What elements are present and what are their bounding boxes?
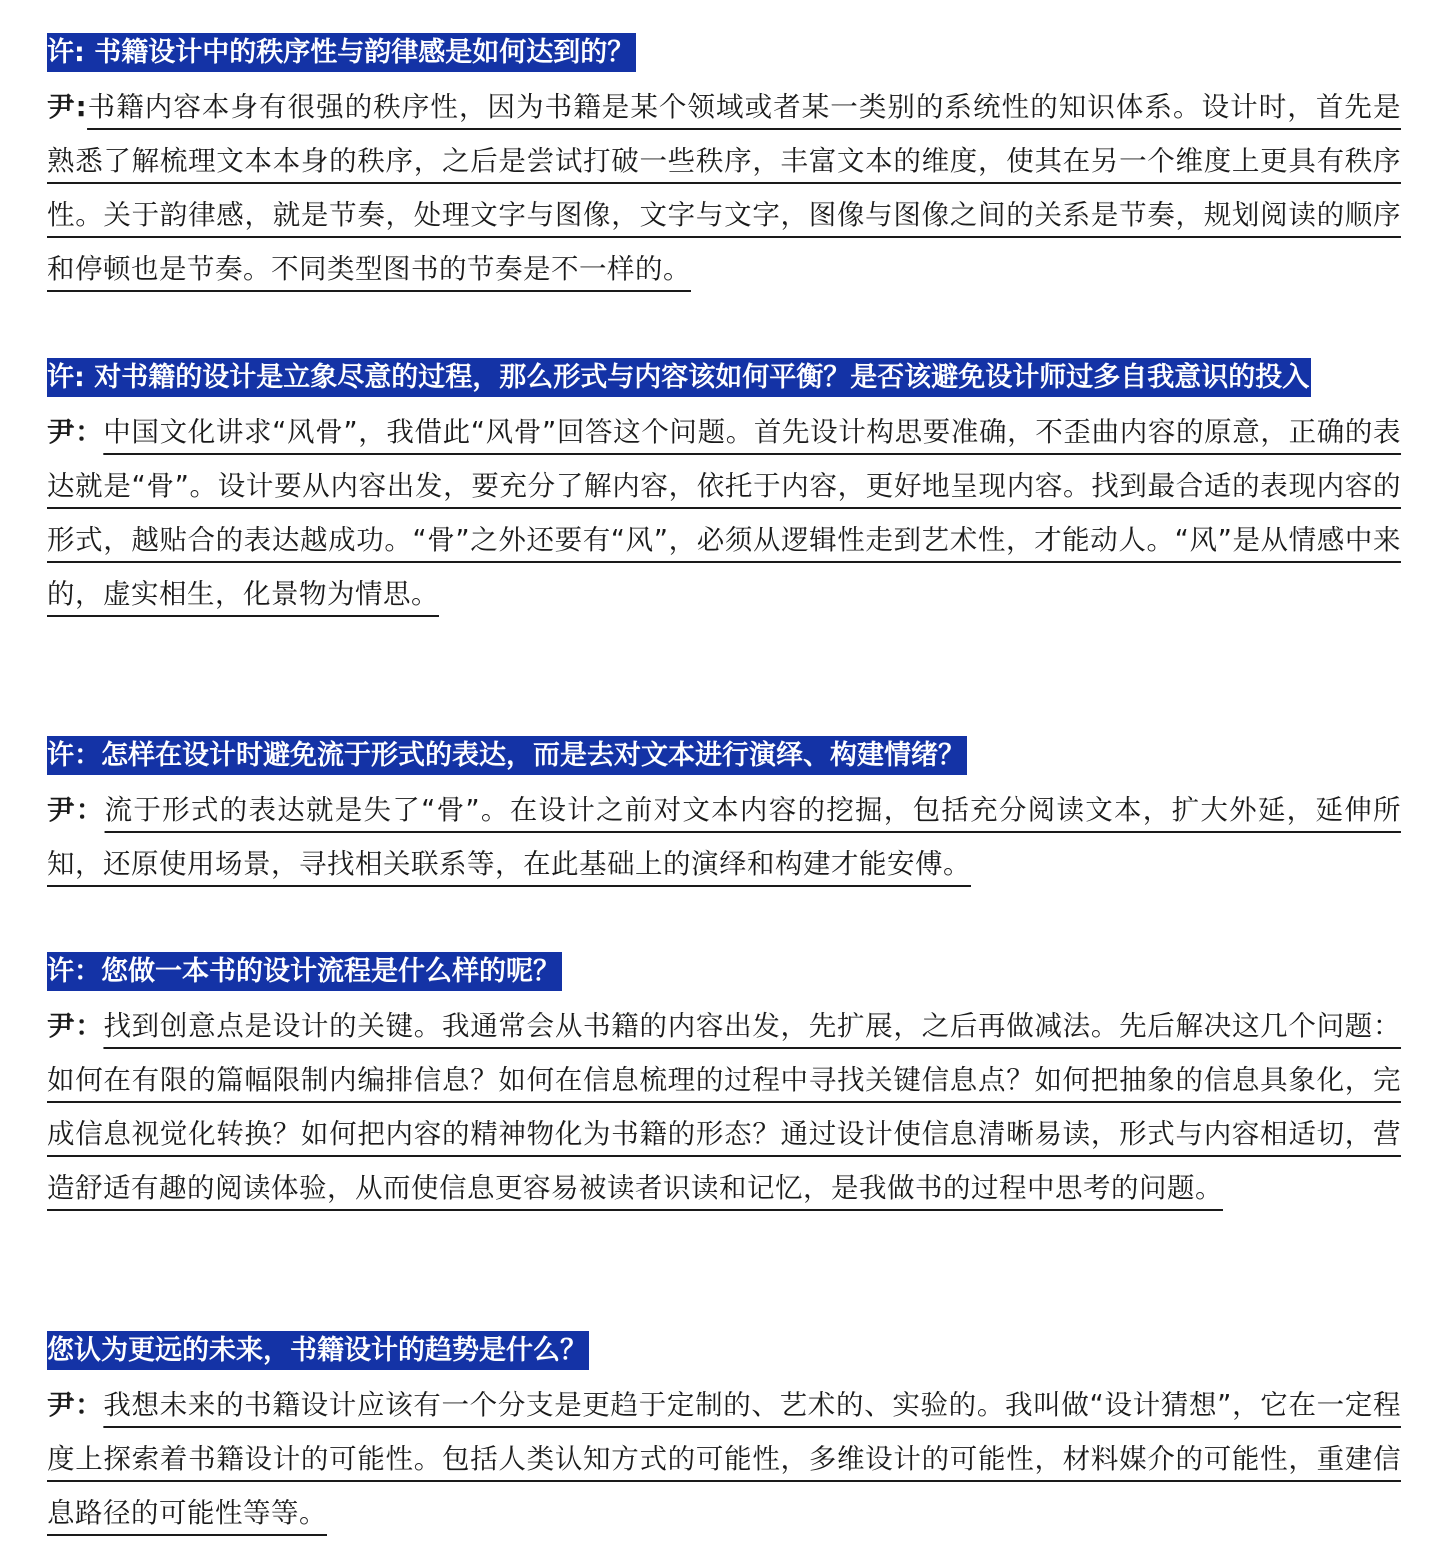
answer-4 xyxy=(47,999,1401,1215)
question-5 xyxy=(47,1324,1401,1378)
question-highlight: 许: 书籍设计中的秩序性与韵律感是如何达到的？ xyxy=(47,33,636,72)
question-highlight: 许: 对书籍的设计是立象尽意的过程，那么形式与内容该如何平衡？是否该避免设计师过多自我意识的投入 xyxy=(47,358,1311,397)
answer-text: 找到创意点是设计的关键。我通常会从书籍的内容出发，先扩展，之后再做减法。先后解决这几个问题：如何在有限的篇幅限制内编排信息？如何在信息梳理的过程中寻找关键信息点？如何把抽象的信息具象化，完成信息视觉化转换？如何把内容的精神物化为书籍的形态？通过设计使信息清晰易读，形式与内容相适切，营造舒适有趣的阅读体验，从而使信息更容易被读者识读和记忆，是我做书的过程中思考的问题。 xyxy=(47,1010,1402,1204)
qa-block-1 xyxy=(47,26,1401,296)
speaker-label: 尹： xyxy=(47,1010,104,1042)
qa-block-4 xyxy=(47,945,1401,1215)
qa-block-3 xyxy=(47,729,1401,891)
question-3 xyxy=(47,729,1401,783)
question-highlight: 许：怎样在设计时避免流于形式的表达，而是去对文本进行演绎、构建情绪？ xyxy=(47,736,967,775)
question-highlight: 许：您做一本书的设计流程是什么样的呢？ xyxy=(47,952,562,991)
answer-text: 书籍内容本身有很强的秩序性，因为书籍是某个领域或者某一类别的系统性的知识体系。设计时，首先是熟悉了解梳理文本本身的秩序，之后是尝试打破一些秩序，丰富文本的维度，使其在另一个维度上更具有秩序性。关于韵律感，就是节奏，处理文字与图像，文字与文字，图像与图像之间的关系是节奏，规划阅读的顺序和停顿也是节奏。不同类型图书的节奏是不一样的。 xyxy=(47,91,1401,285)
answer-3 xyxy=(47,783,1401,891)
speaker-label: 尹： xyxy=(47,416,104,448)
qa-block-5 xyxy=(47,1324,1401,1540)
speaker-label: 尹： xyxy=(47,794,105,826)
answer-1 xyxy=(47,80,1401,296)
qa-block-2 xyxy=(47,351,1401,621)
speaker-label: 尹： xyxy=(47,1389,104,1421)
speaker-label: 尹: xyxy=(47,91,88,123)
question-1 xyxy=(47,26,1401,80)
question-2 xyxy=(47,351,1401,405)
answer-5 xyxy=(47,1378,1401,1540)
answer-2 xyxy=(47,405,1401,621)
answer-text: 中国文化讲求“风骨”，我借此“风骨”回答这个问题。首先设计构思要准确，不歪曲内容的原意，正确的表达就是“骨”。设计要从内容出发，要充分了解内容，依托于内容，更好地呈现内容。找到最合适的表现内容的形式，越贴合的表达越成功。“骨”之外还要有“风”，必须从逻辑性走到艺术性，才能动人。“风”是从情感中来的，虚实相生，化景物为情思。 xyxy=(47,416,1402,610)
answer-text: 流于形式的表达就是失了“骨”。在设计之前对文本内容的挖掘，包括充分阅读文本，扩大外延，延伸所知，还原使用场景，寻找相关联系等，在此基础上的演绎和构建才能安傅。 xyxy=(47,794,1401,880)
question-4 xyxy=(47,945,1401,999)
question-highlight: 您认为更远的未来，书籍设计的趋势是什么？ xyxy=(47,1331,589,1370)
answer-text: 我想未来的书籍设计应该有一个分支是更趋于定制的、艺术的、实验的。我叫做“设计猜想”，它在一定程度上探索着书籍设计的可能性。包括人类认知方式的可能性，多维设计的可能性，材料媒介的可能性，重建信息路径的可能性等等。 xyxy=(47,1389,1401,1529)
